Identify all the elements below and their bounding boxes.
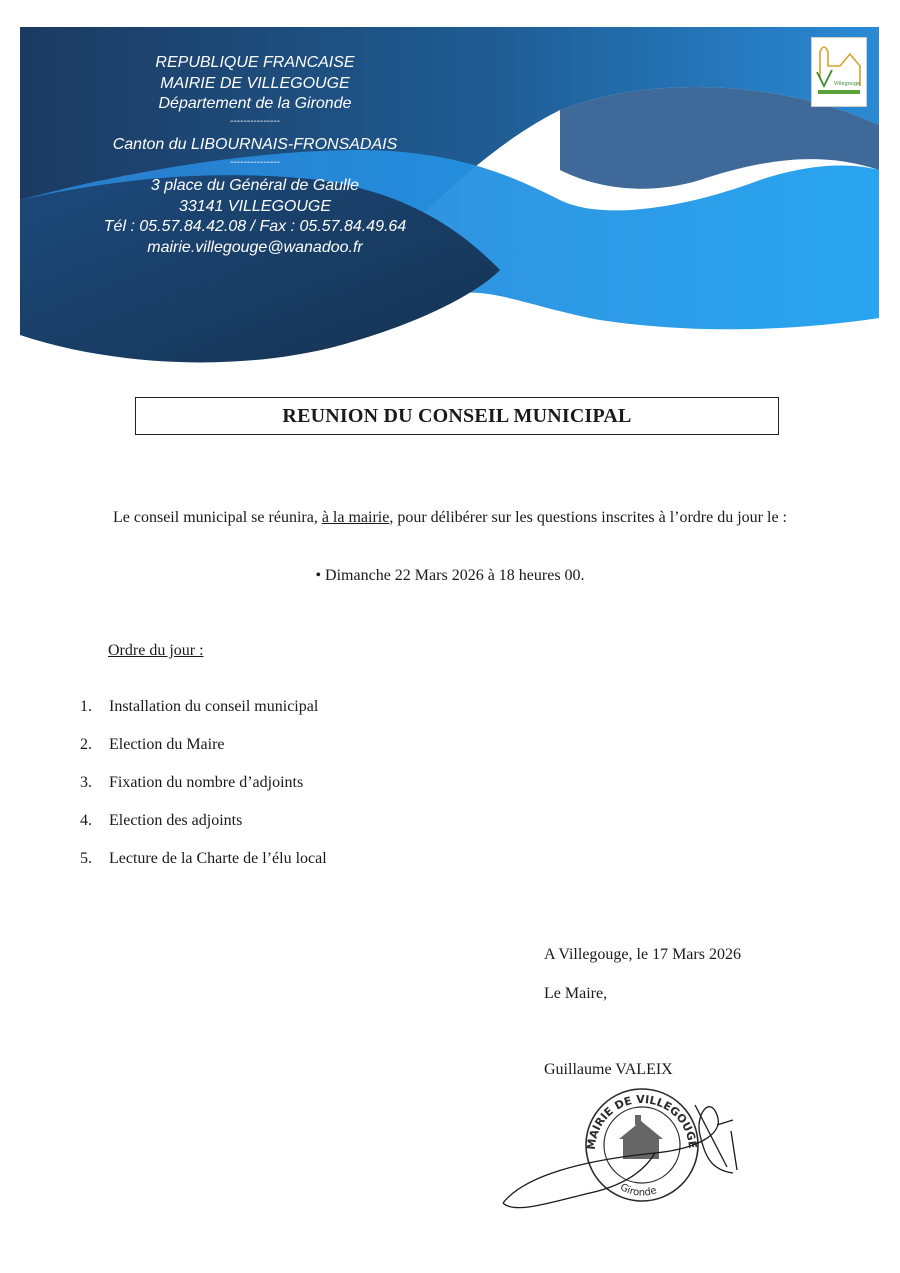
- official-stamp-and-signature: [495, 1075, 755, 1225]
- agenda-item-number: 4.: [80, 812, 92, 829]
- agenda-item-number: 1.: [80, 698, 92, 715]
- mairie-header: [45, 53, 465, 258]
- agenda-item: [80, 698, 327, 736]
- agenda-list: [80, 698, 327, 888]
- agenda-heading: Ordre du jour :: [108, 642, 204, 659]
- header-line: Tél : 05.57.84.42.08 / Fax : 05.57.84.49.64: [103, 218, 407, 235]
- agenda-item-text: Installation du conseil municipal: [109, 698, 319, 715]
- intro-paragraph: [0, 509, 900, 527]
- header-line: 3 place du Général de Gaulle: [150, 177, 360, 194]
- header-line: Canton du LIBOURNAIS-FRONSADAIS: [112, 136, 398, 153]
- agenda-item: [80, 850, 327, 888]
- document-title: REUNION DU CONSEIL MUNICIPAL: [282, 404, 632, 427]
- intro-text-before: Le conseil municipal se réunira,: [113, 509, 322, 526]
- agenda-item-text: Lecture de la Charte de l’élu local: [109, 850, 327, 867]
- intro-location: à la mairie: [321, 509, 390, 526]
- agenda-item-number: 2.: [80, 736, 92, 753]
- meeting-date: • Dimanche 22 Mars 2026 à 18 heures 00.: [315, 567, 585, 584]
- agenda-item: [80, 736, 327, 774]
- villegouge-logo: [811, 37, 867, 107]
- title-box: [135, 397, 779, 435]
- header-line: mairie.villegouge@wanadoo.fr: [147, 238, 363, 256]
- agenda-item-text: Fixation du nombre d’adjoints: [109, 774, 304, 791]
- header-line: Département de la Gironde: [158, 95, 352, 112]
- agenda-item: [80, 774, 327, 812]
- agenda-item-text: Election des adjoints: [109, 812, 243, 829]
- signatory-role: Le Maire,: [544, 985, 608, 1002]
- header-line: MAIRIE DE VILLEGOUGE: [160, 74, 350, 92]
- signatory-name: Guillaume VALEIX: [544, 1061, 673, 1078]
- header-line: 33141 VILLEGOUGE: [178, 197, 332, 215]
- agenda-item-number: 5.: [80, 850, 92, 867]
- header-line: REPUBLIQUE FRANCAISE: [155, 54, 355, 71]
- agenda-item-text: Election du Maire: [109, 736, 225, 753]
- header-separator: ---------------: [230, 115, 280, 127]
- place-and-date: A Villegouge, le 17 Mars 2026: [544, 946, 741, 963]
- logo-wordmark: Villegouge: [834, 81, 861, 87]
- stamp-top-text: MAIRIE DE VILLEGOUGE: [584, 1092, 700, 1151]
- agenda-item-number: 3.: [80, 774, 92, 791]
- intro-text-after: , pour délibérer sur les questions inscrites à l’ordre du jour le :: [389, 509, 787, 526]
- header-separator: ---------------: [230, 156, 280, 168]
- stamp-bottom-text: Gironde: [618, 1181, 659, 1199]
- agenda-item: [80, 812, 327, 850]
